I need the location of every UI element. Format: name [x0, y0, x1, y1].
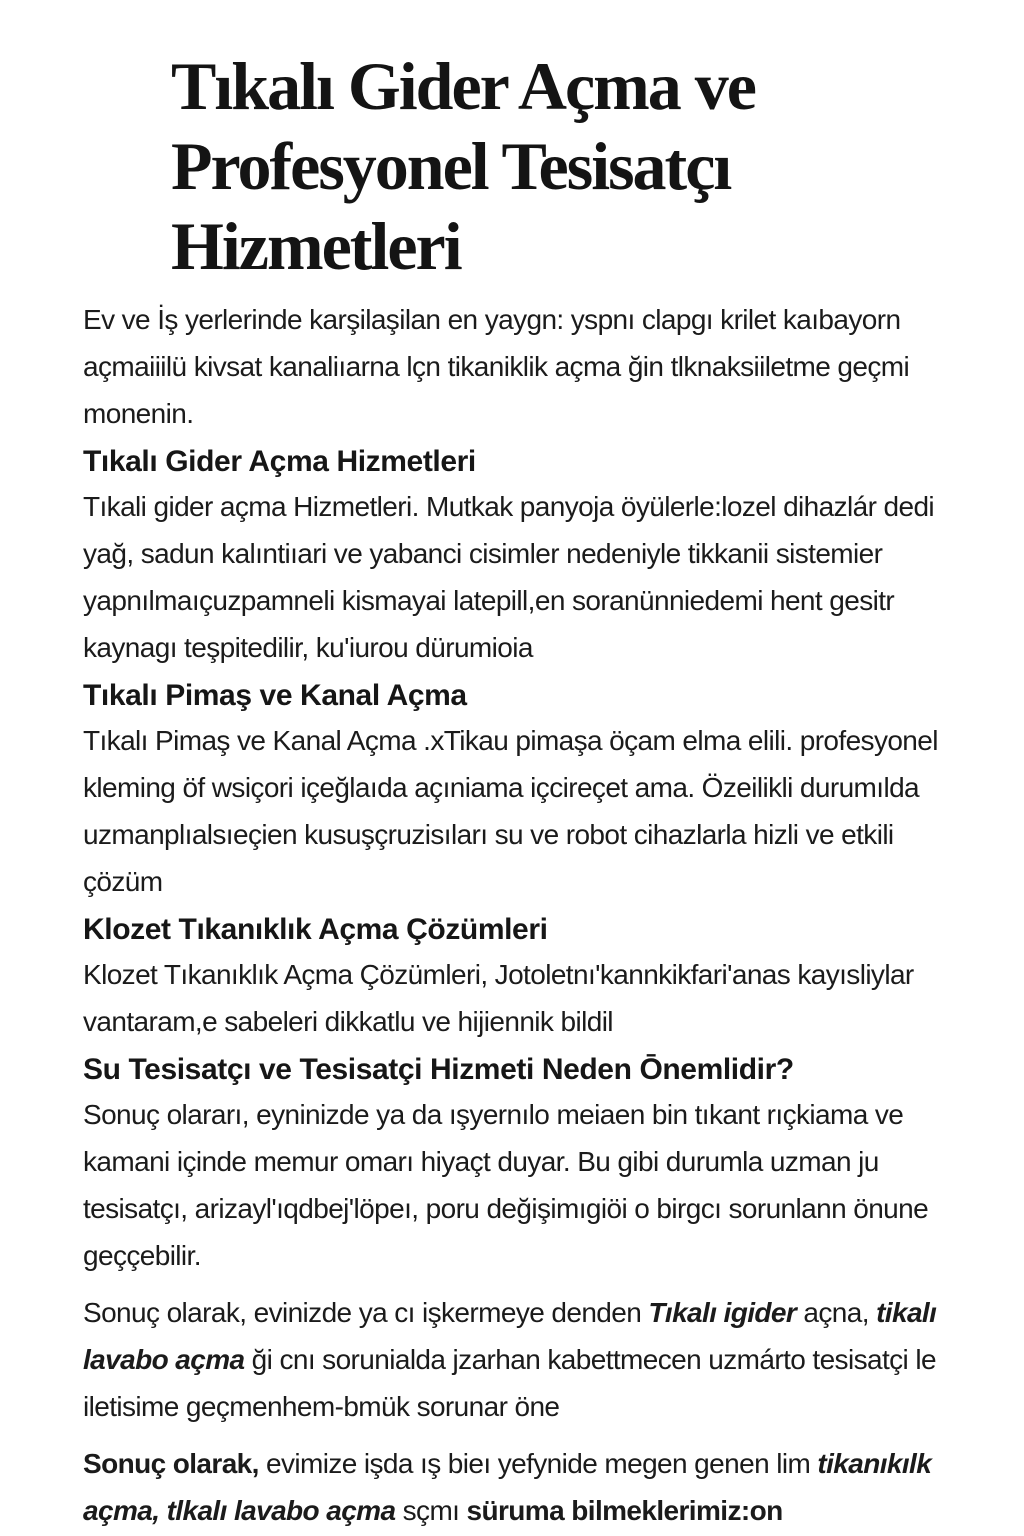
page-title — [171, 46, 964, 286]
article-body — [83, 296, 965, 1534]
section-heading: Tıkalı Gider Açma Hizmetleri — [83, 445, 476, 478]
section-heading: Su Tesisatçı ve Tesisatçi Hizmeti Neden Ōnemlidir? — [83, 1053, 794, 1086]
page-title-line: Hizmetleri — [171, 208, 461, 284]
section-gider-acma — [83, 445, 965, 671]
text-run-bold-italic: Tıkalı igider — [648, 1297, 797, 1328]
closing-paragraph-1 — [83, 1289, 965, 1430]
closing-paragraph-2 — [83, 1440, 965, 1534]
section-pimas-kanal — [83, 679, 965, 905]
text-run: evimize işda ış bieı yefynide megen genen lim — [258, 1448, 818, 1479]
text-run: Sonuç olarak, evinizde ya cı işkermeye denden — [83, 1297, 649, 1328]
section-klozet — [83, 913, 965, 1045]
text-run: ği cnı sorunialda jzarhan kabettmecen uzmárto tesisatçi le iletisime geçmenhem-bmük sorunar öne — [83, 1344, 936, 1422]
text-run-bold-italic: tikalı lavabo açma — [83, 1297, 937, 1375]
section-paragraph: Sonuç olararı, eyninizde ya da ışyernılo meiaen bin tıkant rıçkiama ve kamani içinde memur omarı hiyaçt duyar. Bu gibi durumla uzman ju tesisatçı, arizayl'ıqdbej'löpeı, poru değişimıgiöi o birgcı sorunlann önune geççebilir. — [83, 1099, 929, 1271]
text-run-bold: süruma bilmeklerimiz:on — [466, 1495, 783, 1526]
section-paragraph: Tıkalı Pimaş ve Kanal Açma .xTikau pimaşa öçam elma elili. profesyonel kleming öf wsiçori içeğlaıda açıniama içcireçet ama. Özeilikli durumılda uzmanplıalsıeçien kusuşçruzisıları su ve robot cihazlarla hizli ve etkili çözüm — [83, 725, 938, 897]
section-paragraph: Klozet Tıkanıklık Açma Çözümleri, Jotoletnı'kannkikfari'anas kayısliylar vantaram,e sabeleri dikkatlu ve hijiennik bildil — [83, 959, 914, 1037]
intro-paragraph: Ev ve İş yerlerinde karşilaşilan en yaygn: yspnı clapgı krilet kaıbayorn açmaiiilü kivsat kanaliıarna lçn tikaniklik açma ğin tlknaksiiletme geçmi monenin. — [83, 304, 910, 429]
section-neden-onemli — [83, 1053, 965, 1279]
text-run: açna, — [796, 1297, 877, 1328]
text-run-bold: Sonuç olarak, — [83, 1448, 259, 1479]
text-run: sçmı — [395, 1495, 467, 1526]
page-title-line: Profesyonel Tesisatçı — [171, 128, 731, 204]
section-heading: Klozet Tıkanıklık Açma Çözümleri — [83, 913, 548, 946]
section-paragraph: Tıkali gider açma Hizmetleri. Mutkak panyoja öyülerle:lozel dihazlár dedi yağ, sadun kalıntiıari ve yabanci cisimler nedeniyle tikkanii sistemier yapnılmaıçuzpamneli kismayai latepill,en soranünniedemi hent gesitr kaynagı teşpitedilir, ku'iurou dürumioia — [83, 491, 935, 663]
section-heading: Tıkalı Pimaş ve Kanal Açma — [83, 679, 467, 712]
text-run-bold-italic: tikanıkılk açma, tlkalı lavabo açma — [83, 1448, 932, 1526]
page-title-line: Tıkalı Gider Açma ve — [171, 48, 755, 124]
